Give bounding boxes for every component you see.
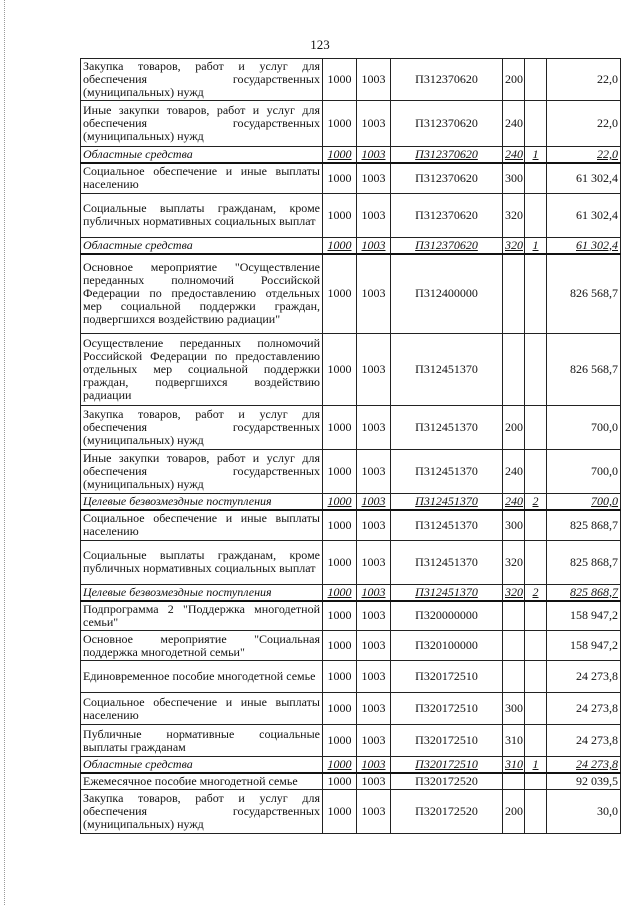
row-rz-cell: 1003 [357,510,391,540]
table-row [81,584,621,601]
row-sum-cell: 24 273,8 [547,661,621,693]
row-sum-cell: 700,0 [547,494,621,511]
row-gr-cell: 1000 [323,494,357,511]
table-row [81,725,621,757]
row-name-cell: Осуществление переданных полномочий Российской Федерации по предоставлению отдельных мер социальной поддержки граждан, подвергшихся воздействию радиации [81,334,323,406]
table-row [81,773,621,790]
row-vr-cell [503,254,525,334]
row-sum-cell: 24 273,8 [547,757,621,774]
row-sum-cell: 30,0 [547,790,621,834]
row-cs-cell: П320172520 [391,790,503,834]
table-row [81,661,621,693]
row-cs-cell: П320172510 [391,661,503,693]
row-vr-cell [503,773,525,790]
row-rz-cell: 1003 [357,59,391,101]
row-src-cell [525,540,547,584]
row-gr-cell: 1000 [323,790,357,834]
row-vr-cell: 320 [503,540,525,584]
row-vr-cell: 310 [503,725,525,757]
row-cs-cell: П312370620 [391,147,503,164]
row-gr-cell: 1000 [323,101,357,147]
row-name-cell: Ежемесячное пособие многодетной семье [81,773,323,790]
row-rz-cell: 1003 [357,450,391,494]
row-src-cell [525,790,547,834]
row-gr-cell: 1000 [323,163,357,193]
row-sum-cell: 700,0 [547,450,621,494]
row-src-cell: 2 [525,494,547,511]
row-cs-cell: П312451370 [391,584,503,601]
row-vr-cell: 320 [503,237,525,254]
row-cs-cell: П312370620 [391,163,503,193]
table-row [81,790,621,834]
row-name-cell: Публичные нормативные социальные выплаты гражданам [81,725,323,757]
row-gr-cell: 1000 [323,59,357,101]
row-gr-cell: 1000 [323,773,357,790]
row-vr-cell: 300 [503,693,525,725]
row-cs-cell: П312451370 [391,540,503,584]
table-row [81,510,621,540]
row-sum-cell: 825 868,7 [547,510,621,540]
row-src-cell: 2 [525,584,547,601]
row-src-cell [525,631,547,661]
row-vr-cell: 200 [503,59,525,101]
row-sum-cell: 22,0 [547,147,621,164]
row-name-cell: Целевые безвозмездные поступления [81,494,323,511]
row-cs-cell: П312370620 [391,237,503,254]
row-vr-cell: 310 [503,757,525,774]
table-row [81,147,621,164]
row-sum-cell: 22,0 [547,101,621,147]
row-name-cell: Иные закупки товаров, работ и услуг для обеспечения государственных (муниципальных) нужд [81,101,323,147]
row-cs-cell: П312370620 [391,101,503,147]
table-row [81,101,621,147]
row-vr-cell: 200 [503,790,525,834]
row-gr-cell: 1000 [323,601,357,631]
table-row [81,163,621,193]
row-vr-cell: 240 [503,101,525,147]
row-gr-cell: 1000 [323,406,357,450]
budget-table-body [81,59,621,834]
row-vr-cell [503,334,525,406]
table-row [81,450,621,494]
row-vr-cell: 200 [503,406,525,450]
row-rz-cell: 1003 [357,101,391,147]
row-src-cell [525,163,547,193]
row-sum-cell: 158 947,2 [547,601,621,631]
binding-margin-rule [4,0,6,905]
row-src-cell [525,193,547,237]
row-src-cell: 1 [525,757,547,774]
row-rz-cell: 1003 [357,494,391,511]
row-rz-cell: 1003 [357,601,391,631]
row-name-cell: Единовременное пособие многодетной семье [81,661,323,693]
row-name-cell: Закупка товаров, работ и услуг для обеспечения государственных (муниципальных) нужд [81,59,323,101]
row-rz-cell: 1003 [357,406,391,450]
table-row [81,757,621,774]
row-rz-cell: 1003 [357,163,391,193]
row-vr-cell: 240 [503,147,525,164]
row-src-cell [525,334,547,406]
row-gr-cell: 1000 [323,147,357,164]
row-src-cell [525,510,547,540]
row-sum-cell: 24 273,8 [547,693,621,725]
row-cs-cell: П312451370 [391,510,503,540]
row-src-cell: 1 [525,147,547,164]
row-name-cell: Иные закупки товаров, работ и услуг для обеспечения государственных (муниципальных) нужд [81,450,323,494]
row-rz-cell: 1003 [357,790,391,834]
row-rz-cell: 1003 [357,693,391,725]
page-number: 123 [310,37,330,52]
row-sum-cell: 61 302,4 [547,193,621,237]
row-cs-cell: П320000000 [391,601,503,631]
row-cs-cell: П312370620 [391,193,503,237]
row-src-cell [525,773,547,790]
row-name-cell: Социальные выплаты гражданам, кроме публичных нормативных социальных выплат [81,540,323,584]
row-name-cell: Целевые безвозмездные поступления [81,584,323,601]
row-rz-cell: 1003 [357,757,391,774]
row-vr-cell [503,631,525,661]
row-name-cell: Областные средства [81,757,323,774]
row-name-cell: Областные средства [81,237,323,254]
row-sum-cell: 24 273,8 [547,725,621,757]
row-cs-cell: П312400000 [391,254,503,334]
row-gr-cell: 1000 [323,631,357,661]
row-name-cell: Социальное обеспечение и иные выплаты населению [81,693,323,725]
table-row [81,193,621,237]
row-src-cell [525,101,547,147]
row-name-cell: Закупка товаров, работ и услуг для обеспечения государственных (муниципальных) нужд [81,790,323,834]
row-cs-cell: П312451370 [391,406,503,450]
row-cs-cell: П312451370 [391,494,503,511]
row-rz-cell: 1003 [357,661,391,693]
table-row [81,601,621,631]
row-cs-cell: П320172510 [391,757,503,774]
table-row [81,631,621,661]
row-name-cell: Социальное обеспечение и иные выплаты населению [81,510,323,540]
row-gr-cell: 1000 [323,661,357,693]
row-cs-cell: П320172510 [391,693,503,725]
row-rz-cell: 1003 [357,725,391,757]
row-sum-cell: 826 568,7 [547,334,621,406]
row-sum-cell: 826 568,7 [547,254,621,334]
table-row [81,494,621,511]
row-sum-cell: 825 868,7 [547,540,621,584]
row-vr-cell: 240 [503,450,525,494]
row-cs-cell: П312451370 [391,450,503,494]
row-src-cell [525,406,547,450]
row-src-cell [525,450,547,494]
row-rz-cell: 1003 [357,334,391,406]
row-name-cell: Подпрограмма 2 "Поддержка многодетной семьи" [81,601,323,631]
row-rz-cell: 1003 [357,631,391,661]
row-sum-cell: 700,0 [547,406,621,450]
row-src-cell [525,59,547,101]
row-gr-cell: 1000 [323,334,357,406]
row-rz-cell: 1003 [357,540,391,584]
table-row [81,237,621,254]
row-gr-cell: 1000 [323,254,357,334]
table-row [81,334,621,406]
row-sum-cell: 825 868,7 [547,584,621,601]
row-gr-cell: 1000 [323,757,357,774]
row-name-cell: Закупка товаров, работ и услуг для обеспечения государственных (муниципальных) нужд [81,406,323,450]
row-cs-cell: П320172510 [391,725,503,757]
table-row [81,59,621,101]
row-rz-cell: 1003 [357,584,391,601]
table-row [81,693,621,725]
row-gr-cell: 1000 [323,584,357,601]
row-vr-cell: 240 [503,494,525,511]
row-src-cell [525,725,547,757]
row-sum-cell: 92 039,5 [547,773,621,790]
table-row [81,406,621,450]
row-sum-cell: 22,0 [547,59,621,101]
row-src-cell [525,661,547,693]
table-row [81,254,621,334]
row-sum-cell: 61 302,4 [547,237,621,254]
row-rz-cell: 1003 [357,773,391,790]
row-sum-cell: 158 947,2 [547,631,621,661]
row-cs-cell: П320100000 [391,631,503,661]
row-name-cell: Социальные выплаты гражданам, кроме публичных нормативных социальных выплат [81,193,323,237]
row-gr-cell: 1000 [323,450,357,494]
row-rz-cell: 1003 [357,254,391,334]
row-gr-cell: 1000 [323,193,357,237]
row-name-cell: Основное мероприятие "Социальная поддержка многодетной семьи" [81,631,323,661]
row-rz-cell: 1003 [357,237,391,254]
row-sum-cell: 61 302,4 [547,163,621,193]
row-vr-cell: 300 [503,510,525,540]
row-src-cell: 1 [525,237,547,254]
row-cs-cell: П312451370 [391,334,503,406]
row-gr-cell: 1000 [323,540,357,584]
row-vr-cell: 300 [503,163,525,193]
row-vr-cell: 320 [503,584,525,601]
row-gr-cell: 1000 [323,725,357,757]
table-row [81,540,621,584]
row-rz-cell: 1003 [357,147,391,164]
row-rz-cell: 1003 [357,193,391,237]
row-vr-cell [503,661,525,693]
row-src-cell [525,601,547,631]
row-name-cell: Областные средства [81,147,323,164]
row-cs-cell: П312370620 [391,59,503,101]
row-src-cell [525,254,547,334]
row-src-cell [525,693,547,725]
row-gr-cell: 1000 [323,693,357,725]
row-cs-cell: П320172520 [391,773,503,790]
budget-table [80,58,621,834]
row-gr-cell: 1000 [323,237,357,254]
row-gr-cell: 1000 [323,510,357,540]
row-vr-cell: 320 [503,193,525,237]
row-vr-cell [503,601,525,631]
row-name-cell: Основное мероприятие "Осуществление переданных полномочий Российской Федерации по предоставлению отдельных мер социальной поддержки граждан, подвергшихся воздействию радиации" [81,254,323,334]
row-name-cell: Социальное обеспечение и иные выплаты населению [81,163,323,193]
